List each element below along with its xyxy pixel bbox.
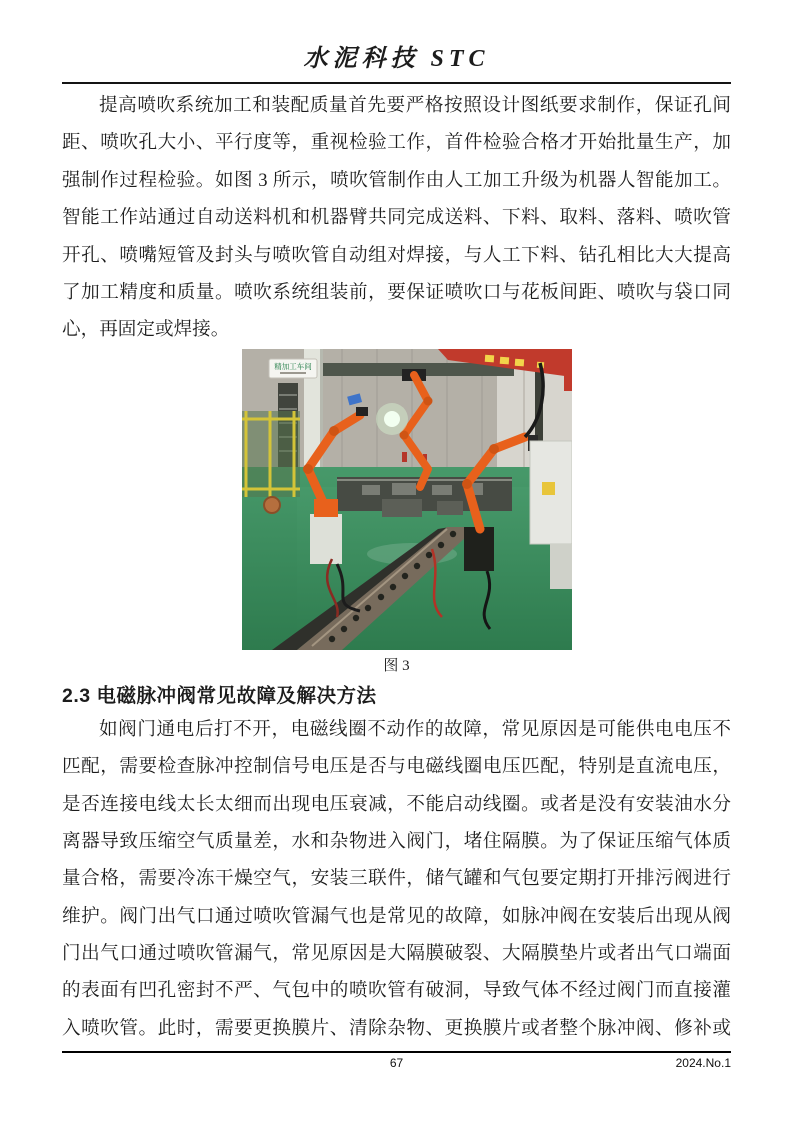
safety-fence xyxy=(242,411,300,497)
text-line: 离器导致压缩空气质量差，水和杂物进入阀门，堵住隔膜。为了保证压缩气体质 xyxy=(62,830,731,852)
text-line: 是否连接电线太长太细而出现电压衰减，不能启动线圈。或者是没有安装油水分 xyxy=(62,793,731,815)
text-line: 如阀门通电后打不开，电磁线圈不动作的故障，常见原因是可能供电电压不 xyxy=(99,718,731,740)
text-line: 距、喷吹孔大小、平行度等，重视检验工作，首件检验合格才开始批量生产，加 xyxy=(62,132,731,154)
text-line: 匹配，需要检查脉冲控制信号电压是否与电磁线圈电压匹配，特别是直流电压， xyxy=(62,756,731,778)
text-line: 的表面有凹孔密封不严、气包中的喷吹管有破洞，导致气体不经过阀门而直接灌 xyxy=(62,980,731,1002)
text-line: 入喷吹管。此时，需要更换膜片、清除杂物、更换膜片或者整个脉冲阀、修补或 xyxy=(62,1017,731,1039)
footer-spacer xyxy=(62,1056,285,1070)
page-content xyxy=(62,0,731,1047)
text-line: 智能工作站通过自动送料机和机器臂共同完成送料、下料、取料、落料、喷吹管 xyxy=(62,207,731,229)
workshop-sign xyxy=(269,359,317,378)
journal-title: 水泥科技 STC xyxy=(303,46,490,72)
text-line: 了加工精度和质量。喷吹系统组装前，要保证喷吹口与花板间距、喷吹与袋口同 xyxy=(62,281,731,303)
svg-text:精加工车间: 精加工车间 xyxy=(274,361,312,371)
page-footer xyxy=(62,1051,731,1070)
text-line: 量合格，需要冷冻干燥空气，安装三联件，储气罐和气包要定期打开排污阀进行 xyxy=(62,868,731,890)
text-line: 维护。阀门出气口通过喷吹管漏气也是常见的故障，如脉冲阀在安装后出现从阀 xyxy=(62,905,731,927)
paragraph-2 xyxy=(62,711,731,1048)
wire-coil xyxy=(264,497,280,513)
figure-caption: 图 3 xyxy=(383,657,410,674)
text-line: 开孔、喷嘴短管及封头与喷吹管自动组对焊接，与人工下料、钻孔相比大大提高 xyxy=(62,244,731,266)
text-line: 强制作过程检验。如图 3 所示，喷吹管制作由人工加工升级为机器人智能加工。 xyxy=(62,169,731,191)
paragraph-1 xyxy=(62,87,731,349)
issue-label: 2024.No.1 xyxy=(675,1056,731,1070)
text-line: 提高喷吹系统加工和装配质量首先要严格按照设计图纸要求制作，保证孔间 xyxy=(99,95,731,116)
header-divider xyxy=(62,82,731,84)
section-heading-2-3: 2.3 电磁脉冲阀常见故障及解决方法 xyxy=(62,684,377,707)
figure3-photo xyxy=(242,349,572,650)
text-line: 门出气口通过喷吹管漏气，常见原因是大隔膜破裂、大隔膜垫片或者出气口端面 xyxy=(62,943,731,965)
page-number: 67 xyxy=(389,1056,404,1070)
text-line: 心，再固定或焊接。 xyxy=(62,319,230,341)
